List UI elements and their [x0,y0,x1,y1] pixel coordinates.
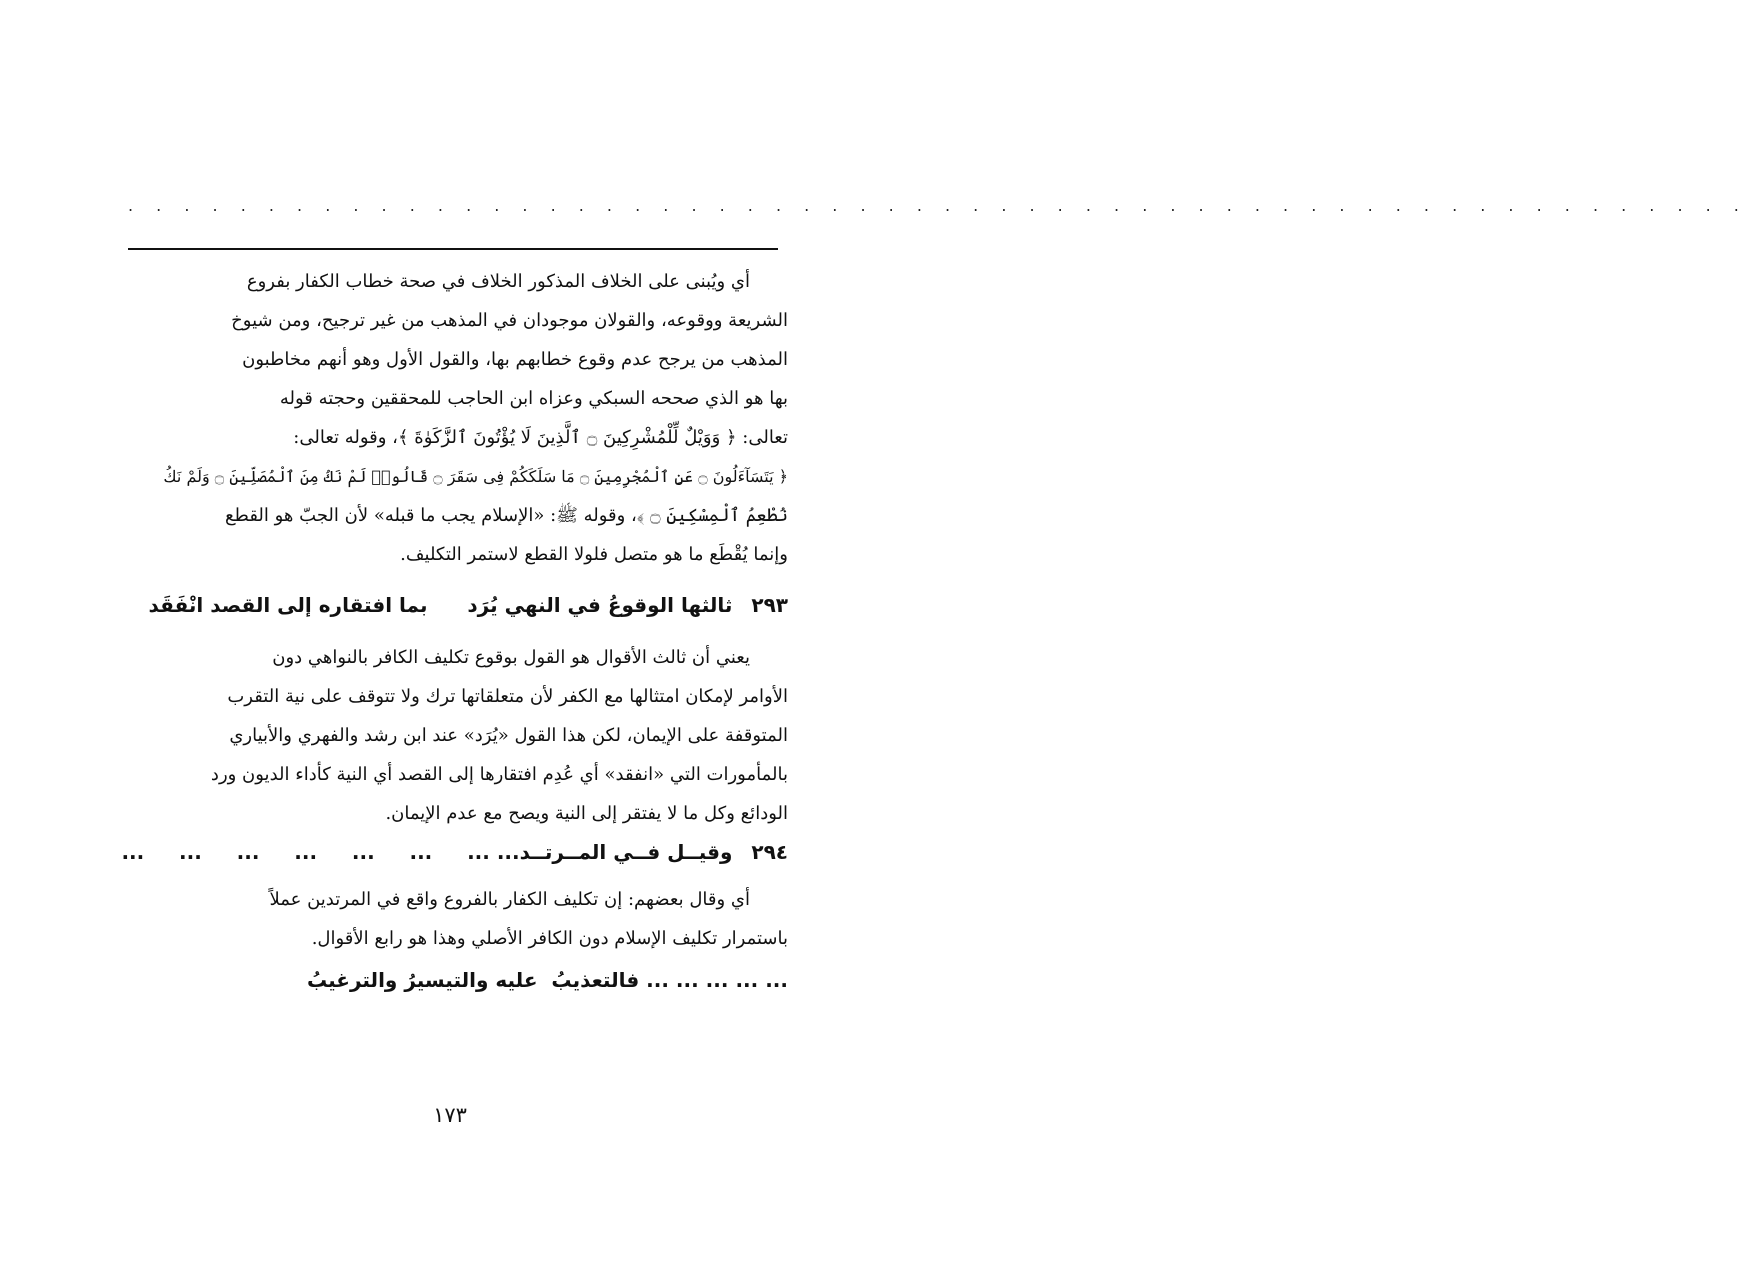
verse-number: ٢٩٣ [751,593,788,617]
commentary-line: المتوقفة على الإيمان، لكن هذا القول «يُرَد» عند ابن رشد والفهري والأبياري [229,725,788,746]
dotted-separator: . . . . . . . . . . . . . . . . . . . . . . . . . . . . . . . . . . . . . . . . . . . . . . . . . . . . . . . . . . [128,196,1748,215]
commentary-line: باستمرار تكليف الإسلام دون الكافر الأصلي وهذا هو رابع الأقوال. [311,928,788,949]
commentary-block-1 [116,262,788,574]
commentary-line: يعني أن ثالث الأقوال هو القول بوقوع تكليف الكافر بالنواهي دون [272,647,750,668]
verse-number: ٢٩٤ [751,840,788,864]
commentary-line: المذهب من يرجح عدم وقوع خطابهم بها، والقول الأول وهو أنهم مخاطبون [242,349,788,370]
verse-295 [116,960,788,1000]
commentary-block-2 [116,638,788,833]
commentary-line: الأوامر لإمكان امتثالها مع الكفر لأن متعلقاتها ترك ولا تتوقف على نية التقرب [227,686,788,707]
quran-verse-line: ﴿ يَتَسَآءَلُونَ ۝ عَنِ ٱلْمُجْرِمِينَ ۝ مَا سَلَكَكُمْ فِى سَقَرَ ۝ قَالُوا۟ لَمْ نَكُ مِنَ ٱلْمُصَلِّينَ ۝ وَلَمْ نَكُ [163,467,788,486]
commentary-line: وإنما يُقْطَع ما هو متصل فلولا القطع لاستمر التكليف. [400,544,788,565]
commentary-line: نُطْعِمُ ٱلْمِسْكِينَ ۝ ﴾، وقوله ﷺ: «الإسلام يجب ما قبله» لأن الجبّ هو القطع [224,505,788,526]
verse-293 [116,585,788,625]
commentary-block-3 [116,880,788,958]
commentary-line: بها هو الذي صححه السبكي وعزاه ابن الحاجب للمحققين وحجته قوله [279,388,788,409]
commentary-line: تعالى: ﴿ وَوَيْلٌ لِّلْمُشْرِكِينَ ۝ ٱلَّذِينَ لَا يُؤْتُونَ ٱلزَّكَوٰةَ ﴾، وقوله تعالى: [293,427,788,448]
page-number: ١٧٣ [433,1103,467,1127]
verse-first-hemistich: ثالثها الوقوعُ في النهي يُرَد [467,593,733,617]
verse-second-hemistich: بما افتقاره إلى القصد انْفَقَد [148,593,428,617]
commentary-line: الودائع وكل ما لا يفتقر إلى النية ويصح مع عدم الإيمان. [385,803,788,824]
verse-294 [116,832,788,872]
commentary-line: الشريعة ووقوعه، والقولان موجودان في المذهب من غير ترجيح، ومن شيوخ [231,310,788,331]
horizontal-rule [128,248,778,250]
verse-text: وقيــل فــي المــرتــد... ... ... ... ... ... ... ... [121,840,733,864]
commentary-line: أي ويُبنى على الخلاف المذكور الخلاف في صحة خطاب الكفار بفروع [246,271,750,292]
commentary-line: بالمأمورات التي «انفقد» أي عُدِم افتقارها إلى القصد أي النية كأداء الديون ورد [210,764,788,785]
commentary-line: أي وقال بعضهم: إن تكليف الكفار بالفروع واقع في المرتدين عملاً [269,889,750,910]
verse-text: ... ... ... ... ... فالتعذيبُ عليه والتيسيرُ والترغيبُ [306,968,788,992]
